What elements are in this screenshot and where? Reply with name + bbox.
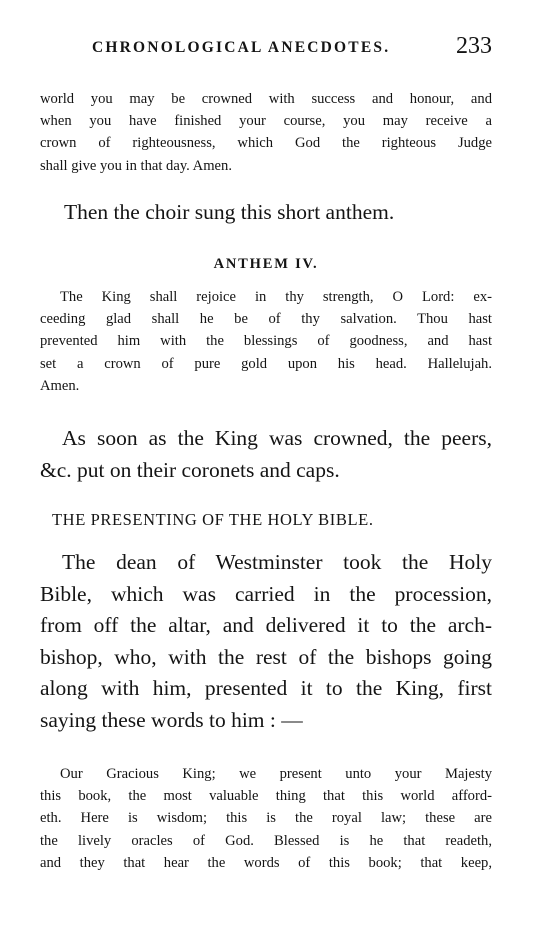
- prayer-ending-paragraph: [40, 88, 492, 177]
- anthem-text: [40, 286, 492, 397]
- text-line: &c. put on their coronets and caps.: [40, 457, 340, 482]
- text-line: Then the choir sung this short anthem.: [64, 200, 395, 224]
- text-line: when you have finished your course, you may receive a: [40, 113, 492, 130]
- text-line: The King shall rejoice in thy strength, O Lord: ex-: [60, 289, 492, 305]
- text-line: Amen.: [40, 377, 80, 394]
- text-line: set a crown of pure gold upon his head. Hallelujah.: [40, 355, 492, 372]
- text-line: from off the altar, and delivered it to the arch-: [40, 613, 492, 637]
- text-line: As soon as the King was crowned, the peers,: [62, 426, 492, 450]
- page-number: 233: [456, 33, 492, 59]
- text-line: crown of righteousness, which God the righteous Judge: [40, 135, 492, 152]
- bible-paragraph: [40, 547, 492, 736]
- address-to-king: [40, 763, 492, 874]
- bible-section-heading: THE PRESENTING OF THE HOLY BIBLE.: [52, 510, 374, 529]
- text-line: world you may be crowned with success and honour, and: [40, 91, 492, 107]
- text-line: bishop, who, with the rest of the bishops going: [40, 644, 492, 669]
- text-line: ceeding glad shall he be of thy salvation. Thou hast: [40, 311, 492, 328]
- text-line: Bible, which was carried in the procession,: [40, 581, 492, 606]
- crowned-paragraph: [40, 423, 492, 486]
- choir-paragraph: [64, 197, 492, 229]
- text-line: prevented him with the blessings of goodness, and hast: [40, 333, 492, 350]
- text-line: this book, the most valuable thing that this world afford-: [40, 788, 492, 805]
- text-line: and they that hear the words of this book; that keep,: [40, 854, 492, 871]
- anthem-heading: ANTHEM IV.: [213, 256, 319, 272]
- text-line: The dean of Westminster took the Holy: [62, 550, 492, 574]
- text-line: saying these words to him : —: [40, 707, 303, 732]
- text-line: shall give you in that day. Amen.: [40, 157, 232, 174]
- text-line: the lively oracles of God. Blessed is he that readeth,: [40, 832, 492, 849]
- text-line: eth. Here is wisdom; this is the royal law; these are: [40, 810, 492, 827]
- page-header: [40, 33, 492, 59]
- text-line: Our Gracious King; we present unto your Majesty: [60, 766, 492, 782]
- running-head: CHRONOLOGICAL ANECDOTES.: [92, 39, 391, 56]
- text-line: along with him, presented it to the King, first: [40, 676, 492, 700]
